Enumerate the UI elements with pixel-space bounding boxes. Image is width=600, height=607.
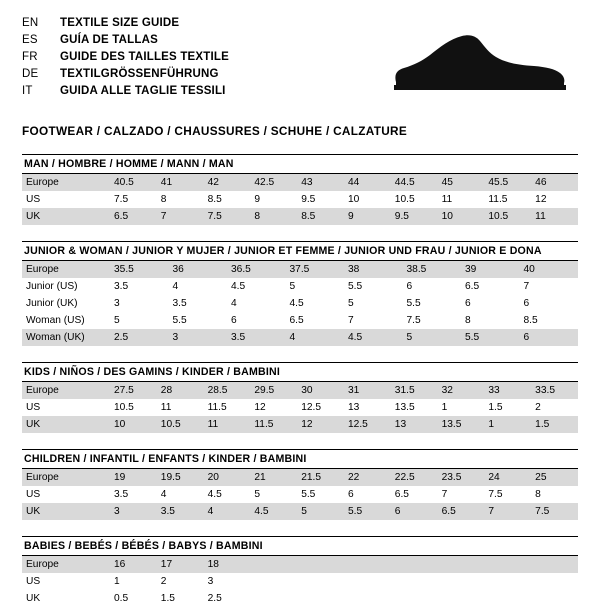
cell: 23.5 [438,469,485,486]
cell: 7 [484,503,531,520]
cell: 28 [157,382,204,399]
cell: 8 [465,315,471,326]
cell: 5 [114,315,120,326]
row-label: Europe [22,174,110,191]
cell: 6.5 [289,315,304,326]
table-row [22,469,578,486]
cell: 1 [484,416,531,433]
cell [484,556,531,573]
cell [344,573,391,590]
cell: 40 [520,261,579,278]
cell: 6 [231,315,237,326]
cell: 25 [531,469,578,486]
cell: 4 [160,489,167,500]
cell: 36.5 [227,261,286,278]
table-row [22,312,578,329]
cell: 3 [110,503,157,520]
cell: 4 [231,298,237,309]
cell [391,573,438,590]
cell: 3.5 [114,281,129,292]
cell: 44 [344,174,391,191]
cell: 46 [531,174,578,191]
language-code: DE [22,68,39,80]
language-title: GUIDA ALLE TAGLIE TESSILI [60,85,226,97]
cell: 33.5 [531,382,578,399]
cell: 12 [297,416,344,433]
table-row [22,486,578,503]
cell: 22 [344,469,391,486]
table-row [22,416,578,433]
size-table [22,174,578,225]
cell [438,556,485,573]
cell: 6 [465,298,471,309]
row-label: Europe [22,261,110,278]
cell: 13 [347,402,360,413]
table-row [22,208,578,225]
cell [484,590,531,607]
cell: 5.5 [301,489,316,500]
cell: 21 [250,469,297,486]
cell: 10.5 [157,416,204,433]
cell: 5 [297,503,344,520]
table-row [22,278,578,295]
cell: 11 [531,208,578,225]
language-row [22,84,229,101]
table-row [22,261,578,278]
group-heading: JUNIOR & WOMAN / JUNIOR Y MUJER / JUNIOR ET FEMME / JUNIOR UND FRAU / JUNIOR E DONA [22,241,578,261]
cell: 6.5 [465,281,480,292]
cell: 7 [157,208,204,225]
row-label: Woman (US) [26,315,85,326]
cell: 4.5 [207,489,222,500]
cell: 38.5 [403,261,462,278]
language-title-list [22,16,229,101]
cell: 21.5 [297,469,344,486]
cell: 1.5 [531,416,578,433]
cell: 3.5 [172,298,187,309]
cell: 6.5 [110,208,157,225]
cell: 6 [406,281,413,292]
cell: 6 [347,489,354,500]
cell: 29.5 [250,382,297,399]
cell: 16 [110,556,157,573]
row-label: US [26,489,41,500]
table-row [22,590,578,607]
size-table [22,261,578,346]
language-row [22,50,229,67]
row-label: UK [26,593,41,604]
group-heading: MAN / HOMBRE / HOMME / MANN / MAN [22,154,578,174]
cell: 4 [286,329,345,346]
cell [250,556,297,573]
cell: 7.5 [488,489,503,500]
cell: 8 [160,194,167,205]
row-label: Europe [22,469,110,486]
row-label: UK [22,503,110,520]
cell: 9 [344,208,391,225]
size-group-kids [22,362,578,433]
cell [297,556,344,573]
language-code: ES [22,34,38,46]
cell: 31.5 [391,382,438,399]
cell: 3.5 [114,489,129,500]
cell: 35.5 [110,261,169,278]
cell: 24 [484,469,531,486]
cell: 4.5 [250,503,297,520]
cell: 32 [438,382,485,399]
cell: 8 [250,208,297,225]
row-label: Woman (UK) [22,329,110,346]
document-header [22,16,578,108]
row-label: UK [22,208,110,225]
cell: 12.5 [344,416,391,433]
language-row [22,16,229,33]
table-row [22,174,578,191]
size-group-junior-woman [22,241,578,346]
cell: 2.5 [207,593,222,604]
row-label: US [26,402,41,413]
cell: 37.5 [286,261,345,278]
cell: 8.5 [523,315,538,326]
cell: 5 [289,281,296,292]
cell: 4 [204,503,251,520]
cell: 3.5 [157,503,204,520]
cell: 4.5 [344,329,403,346]
cell: 1.5 [160,593,175,604]
cell: 45.5 [484,174,531,191]
table-row [22,503,578,520]
cell: 4.5 [289,298,304,309]
cell: 2 [535,402,541,413]
table-row [22,573,578,590]
table-row [22,382,578,399]
cell: 3 [207,576,214,587]
group-heading: BABIES / BEBÉS / BÉBÉS / BABYS / BAMBINI [22,536,578,556]
category-title: FOOTWEAR / CALZADO / CHAUSSURES / SCHUHE / CALZATURE [22,124,408,138]
cell: 6 [523,298,530,309]
size-group-babies [22,536,578,607]
cell: 10 [110,416,157,433]
group-heading: KIDS / NIÑOS / DES GAMINS / KINDER / BAMBINI [22,362,578,382]
cell: 10.5 [394,194,415,205]
language-code: EN [22,17,39,29]
cell: 43 [297,174,344,191]
cell: 5.5 [461,329,520,346]
row-label: US [26,194,41,205]
cell: 36 [169,261,228,278]
language-title: GUÍA DE TALLAS [60,34,158,46]
cell: 0.5 [114,593,129,604]
cell: 5 [403,329,462,346]
cell [250,573,297,590]
row-label: Europe [22,382,110,399]
cell: 7.5 [204,208,251,225]
size-group-man [22,154,578,225]
cell: 17 [157,556,204,573]
cell: 6.5 [394,489,409,500]
cell: 3 [169,329,228,346]
cell: 13 [391,416,438,433]
row-label: Europe [22,556,110,573]
cell: 7.5 [531,503,578,520]
cell: 5.5 [348,281,363,292]
cell: 3 [114,298,120,309]
cell: 27.5 [110,382,157,399]
row-label: US [26,576,41,587]
cell: 42 [204,174,251,191]
cell: 13.5 [394,402,415,413]
cell: 41 [157,174,204,191]
cell: 10 [347,194,360,205]
cell: 18 [204,556,251,573]
cell: 22.5 [391,469,438,486]
cell [391,590,438,607]
cell: 38 [344,261,403,278]
cell: 7 [348,315,354,326]
cell [438,573,485,590]
cell [438,590,485,607]
cell: 12.5 [301,402,322,413]
cell [531,573,578,590]
cell: 2 [160,576,167,587]
cell: 10.5 [484,208,531,225]
cell: 5.5 [172,315,187,326]
row-label: UK [22,416,110,433]
dress-shoe-icon [388,30,568,92]
row-label: Junior (UK) [26,298,78,309]
cell: 1.5 [488,402,503,413]
cell [344,556,391,573]
cell: 7 [441,489,448,500]
cell: 1 [441,402,448,413]
cell: 44.5 [391,174,438,191]
cell: 12 [254,402,266,413]
cell: 20 [204,469,251,486]
table-row [22,329,578,346]
cell: 9.5 [301,194,316,205]
cell: 2.5 [110,329,169,346]
cell: 31 [344,382,391,399]
cell [344,590,391,607]
cell: 45 [438,174,485,191]
cell: 3.5 [227,329,286,346]
cell: 8.5 [207,194,222,205]
cell: 19.5 [157,469,204,486]
cell: 28.5 [204,382,251,399]
cell: 7.5 [114,194,129,205]
cell: 11 [160,402,172,413]
cell: 9 [254,194,261,205]
cell: 5 [348,298,354,309]
cell [484,573,531,590]
cell: 12 [535,194,547,205]
cell: 6 [391,503,438,520]
row-label: Junior (US) [26,281,78,292]
cell: 8.5 [297,208,344,225]
language-title: TEXTILE SIZE GUIDE [60,17,180,29]
cell: 4.5 [231,281,246,292]
table-row [22,556,578,573]
cell: 9.5 [391,208,438,225]
cell: 7.5 [406,315,421,326]
cell: 33 [484,382,531,399]
language-title: GUIDE DES TAILLES TEXTILE [60,51,229,63]
cell [297,573,344,590]
cell: 5.5 [406,298,421,309]
table-row [22,191,578,208]
cell: 42.5 [250,174,297,191]
cell: 39 [461,261,520,278]
cell: 5 [254,489,261,500]
cell [531,556,578,573]
cell: 1 [114,576,120,587]
cell: 11 [204,416,251,433]
cell: 7 [523,281,530,292]
cell: 11.5 [488,194,508,205]
language-row [22,67,229,84]
cell: 11.5 [250,416,297,433]
cell [391,556,438,573]
cell: 30 [297,382,344,399]
cell: 13.5 [438,416,485,433]
size-table [22,382,578,433]
cell [531,590,578,607]
size-table [22,556,578,607]
cell: 6.5 [438,503,485,520]
cell [250,590,297,607]
language-row [22,33,229,50]
cell: 8 [535,489,541,500]
size-table [22,469,578,520]
language-title: TEXTILGRÖSSENFÜHRUNG [60,68,219,80]
cell: 11.5 [207,402,227,413]
size-group-children [22,449,578,520]
cell: 4 [172,281,179,292]
cell: 11 [441,194,453,205]
table-row [22,295,578,312]
cell [297,590,344,607]
cell: 6 [520,329,579,346]
language-code: IT [22,85,33,97]
cell: 10.5 [114,402,134,413]
cell: 19 [110,469,157,486]
cell: 5.5 [344,503,391,520]
cell: 10 [438,208,485,225]
language-code: FR [22,51,38,63]
table-row [22,399,578,416]
group-heading: CHILDREN / INFANTIL / ENFANTS / KINDER / BAMBINI [22,449,578,469]
cell: 40.5 [110,174,157,191]
